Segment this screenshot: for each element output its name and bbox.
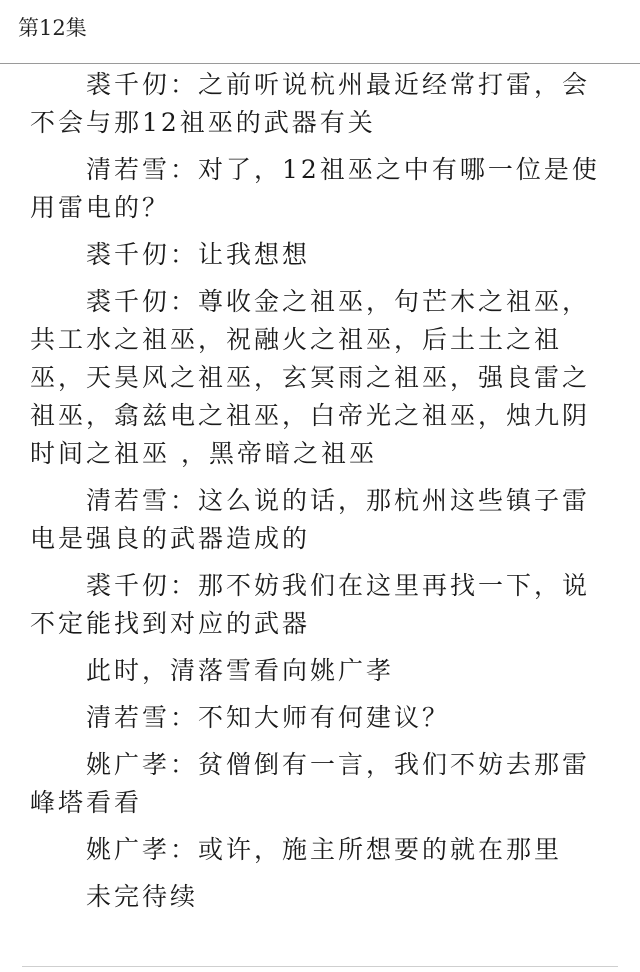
footer-divider — [22, 966, 618, 967]
paragraph: 裘千仞：之前听说杭州最近经常打雷，会不会与那12祖巫的武器有关 — [30, 70, 591, 137]
paragraph: 裘千仞：让我想想 — [86, 240, 311, 269]
paragraph: 姚广孝：贫僧倒有一言，我们不妨去那雷峰塔看看 — [30, 750, 591, 817]
paragraph: 姚广孝：或许，施主所想要的就在那里 — [86, 835, 563, 864]
paragraph: 清若雪：对了，12祖巫之中有哪一位是使用雷电的？ — [30, 155, 600, 222]
chapter-title: 第12集 — [18, 16, 87, 40]
article-body — [30, 66, 610, 925]
paragraph: 清若雪：不知大师有何建议？ — [86, 703, 451, 732]
paragraph: 裘千仞：尊收金之祖巫，句芒木之祖巫，共工水之祖巫，祝融火之祖巫，后土土之祖巫，天昊风之祖巫，玄冥雨之祖巫，强良雷之祖巫，翕兹电之祖巫，白帝光之祖巫，烛九阴时间之祖巫 ，黑帝暗之祖巫 — [30, 287, 591, 468]
paragraph: 清若雪：这么说的话，那杭州这些镇子雷电是强良的武器造成的 — [30, 486, 591, 553]
header — [0, 0, 640, 64]
paragraph: 此时，清落雪看向姚广孝 — [86, 656, 395, 685]
paragraph: 裘千仞：那不妨我们在这里再找一下，说不定能找到对应的武器 — [30, 571, 591, 638]
to-be-continued: 未完待续 — [86, 882, 199, 911]
header-divider — [0, 63, 640, 64]
